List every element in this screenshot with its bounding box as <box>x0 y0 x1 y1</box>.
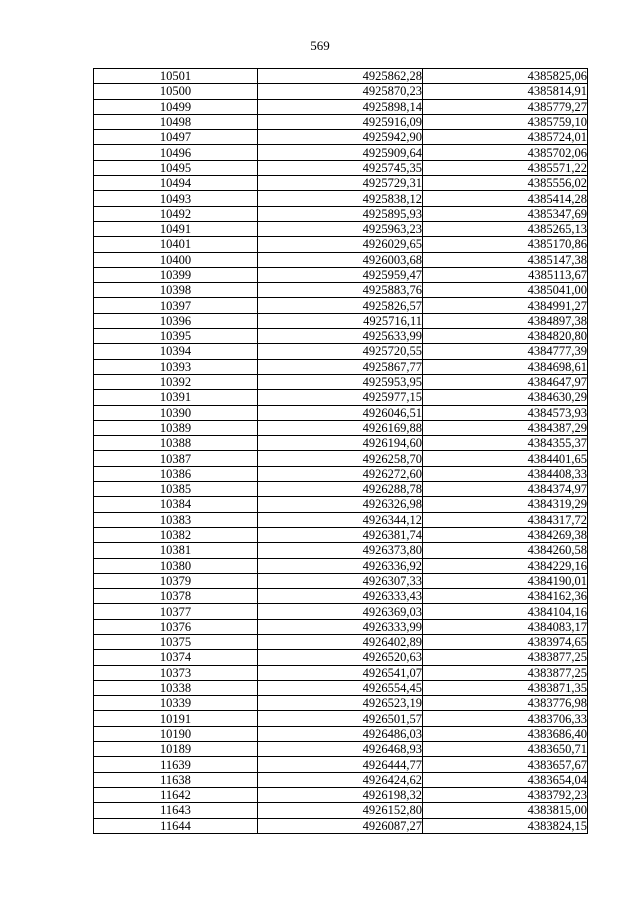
y-coordinate-cell: 4385041,00 <box>423 283 588 298</box>
y-coordinate-cell: 4384698,61 <box>423 359 588 374</box>
x-coordinate-cell: 4926288,78 <box>258 482 423 497</box>
x-coordinate-cell: 4925942,90 <box>258 130 423 145</box>
x-coordinate-cell: 4926087,27 <box>258 818 423 833</box>
y-coordinate-cell: 4384401,65 <box>423 451 588 466</box>
point-number-cell: 10377 <box>94 604 258 619</box>
y-coordinate-cell: 4385825,06 <box>423 69 588 84</box>
y-coordinate-cell: 4383654,04 <box>423 772 588 787</box>
point-number-cell: 10398 <box>94 283 258 298</box>
point-number-cell: 10501 <box>94 69 258 84</box>
y-coordinate-cell: 4384408,33 <box>423 466 588 481</box>
table-row <box>94 772 588 787</box>
point-number-cell: 10387 <box>94 451 258 466</box>
x-coordinate-cell: 4925633,99 <box>258 329 423 344</box>
point-number-cell: 10498 <box>94 114 258 129</box>
point-number-cell: 11642 <box>94 787 258 802</box>
table-row <box>94 696 588 711</box>
y-coordinate-cell: 4383686,40 <box>423 726 588 741</box>
x-coordinate-cell: 4925745,35 <box>258 160 423 175</box>
table-row <box>94 130 588 145</box>
y-coordinate-cell: 4383657,67 <box>423 757 588 772</box>
table-row <box>94 283 588 298</box>
point-number-cell: 11638 <box>94 772 258 787</box>
point-number-cell: 10492 <box>94 206 258 221</box>
point-number-cell: 10388 <box>94 436 258 451</box>
x-coordinate-cell: 4926554,45 <box>258 680 423 695</box>
point-number-cell: 10400 <box>94 252 258 267</box>
x-coordinate-cell: 4926152,80 <box>258 803 423 818</box>
x-coordinate-cell: 4926272,60 <box>258 466 423 481</box>
point-number-cell: 10373 <box>94 665 258 680</box>
x-coordinate-cell: 4925909,64 <box>258 145 423 160</box>
x-coordinate-cell: 4925916,09 <box>258 114 423 129</box>
y-coordinate-cell: 4385147,38 <box>423 252 588 267</box>
point-number-cell: 10496 <box>94 145 258 160</box>
table-row <box>94 176 588 191</box>
table-row <box>94 711 588 726</box>
y-coordinate-cell: 4383974,65 <box>423 634 588 649</box>
point-number-cell: 10390 <box>94 405 258 420</box>
table-row <box>94 512 588 527</box>
table-row <box>94 329 588 344</box>
y-coordinate-cell: 4384260,58 <box>423 543 588 558</box>
y-coordinate-cell: 4383877,25 <box>423 665 588 680</box>
table-row <box>94 390 588 405</box>
table-row <box>94 742 588 757</box>
table-row <box>94 482 588 497</box>
table-row <box>94 359 588 374</box>
table-row <box>94 573 588 588</box>
x-coordinate-cell: 4925838,12 <box>258 191 423 206</box>
x-coordinate-cell: 4926520,63 <box>258 650 423 665</box>
y-coordinate-cell: 4385724,01 <box>423 130 588 145</box>
x-coordinate-cell: 4925895,93 <box>258 206 423 221</box>
x-coordinate-cell: 4926523,19 <box>258 696 423 711</box>
x-coordinate-cell: 4925867,77 <box>258 359 423 374</box>
table-row <box>94 191 588 206</box>
table-row <box>94 680 588 695</box>
table-row <box>94 589 588 604</box>
point-number-cell: 10386 <box>94 466 258 481</box>
y-coordinate-cell: 4383824,15 <box>423 818 588 833</box>
table-row <box>94 818 588 833</box>
y-coordinate-cell: 4384190,01 <box>423 573 588 588</box>
y-coordinate-cell: 4385170,86 <box>423 237 588 252</box>
table-row <box>94 160 588 175</box>
table-row <box>94 466 588 481</box>
x-coordinate-cell: 4926468,93 <box>258 742 423 757</box>
x-coordinate-cell: 4926333,99 <box>258 619 423 634</box>
table-row <box>94 344 588 359</box>
point-number-cell: 10500 <box>94 84 258 99</box>
y-coordinate-cell: 4383815,00 <box>423 803 588 818</box>
y-coordinate-cell: 4383871,35 <box>423 680 588 695</box>
y-coordinate-cell: 4384820,80 <box>423 329 588 344</box>
y-coordinate-cell: 4383776,98 <box>423 696 588 711</box>
table-row <box>94 787 588 802</box>
point-number-cell: 11639 <box>94 757 258 772</box>
x-coordinate-cell: 4926424,62 <box>258 772 423 787</box>
table-row <box>94 497 588 512</box>
x-coordinate-cell: 4926486,03 <box>258 726 423 741</box>
y-coordinate-cell: 4384647,97 <box>423 374 588 389</box>
x-coordinate-cell: 4925883,76 <box>258 283 423 298</box>
table-row <box>94 665 588 680</box>
y-coordinate-cell: 4384317,72 <box>423 512 588 527</box>
table-row <box>94 757 588 772</box>
point-number-cell: 10397 <box>94 298 258 313</box>
point-number-cell: 10392 <box>94 374 258 389</box>
table-row <box>94 99 588 114</box>
point-number-cell: 10383 <box>94 512 258 527</box>
x-coordinate-cell: 4926003,68 <box>258 252 423 267</box>
y-coordinate-cell: 4384897,38 <box>423 313 588 328</box>
x-coordinate-cell: 4926326,98 <box>258 497 423 512</box>
table-row <box>94 543 588 558</box>
point-number-cell: 10495 <box>94 160 258 175</box>
point-number-cell: 10382 <box>94 527 258 542</box>
point-number-cell: 10393 <box>94 359 258 374</box>
x-coordinate-cell: 4926541,07 <box>258 665 423 680</box>
table-row <box>94 374 588 389</box>
point-number-cell: 10401 <box>94 237 258 252</box>
point-number-cell: 10378 <box>94 589 258 604</box>
point-number-cell: 10379 <box>94 573 258 588</box>
y-coordinate-cell: 4385265,13 <box>423 221 588 236</box>
y-coordinate-cell: 4384104,16 <box>423 604 588 619</box>
y-coordinate-cell: 4384269,38 <box>423 527 588 542</box>
x-coordinate-cell: 4926198,32 <box>258 787 423 802</box>
y-coordinate-cell: 4385347,69 <box>423 206 588 221</box>
x-coordinate-cell: 4925729,31 <box>258 176 423 191</box>
table-row <box>94 803 588 818</box>
point-number-cell: 10380 <box>94 558 258 573</box>
x-coordinate-cell: 4925826,57 <box>258 298 423 313</box>
x-coordinate-cell: 4926194,60 <box>258 436 423 451</box>
point-number-cell: 11643 <box>94 803 258 818</box>
point-number-cell: 10493 <box>94 191 258 206</box>
table-row <box>94 313 588 328</box>
y-coordinate-cell: 4383877,25 <box>423 650 588 665</box>
table-row <box>94 451 588 466</box>
x-coordinate-cell: 4926381,74 <box>258 527 423 542</box>
table-row <box>94 405 588 420</box>
table-row <box>94 221 588 236</box>
x-coordinate-cell: 4925720,55 <box>258 344 423 359</box>
table-row <box>94 237 588 252</box>
y-coordinate-cell: 4384083,17 <box>423 619 588 634</box>
y-coordinate-cell: 4385702,06 <box>423 145 588 160</box>
table-row <box>94 84 588 99</box>
y-coordinate-cell: 4384229,16 <box>423 558 588 573</box>
table-row <box>94 604 588 619</box>
y-coordinate-cell: 4385779,27 <box>423 99 588 114</box>
x-coordinate-cell: 4925963,23 <box>258 221 423 236</box>
table-row <box>94 145 588 160</box>
y-coordinate-cell: 4384162,36 <box>423 589 588 604</box>
x-coordinate-cell: 4926501,57 <box>258 711 423 726</box>
y-coordinate-cell: 4384387,29 <box>423 420 588 435</box>
y-coordinate-cell: 4383650,71 <box>423 742 588 757</box>
x-coordinate-cell: 4926307,33 <box>258 573 423 588</box>
table-row <box>94 436 588 451</box>
table-row <box>94 206 588 221</box>
x-coordinate-cell: 4925977,15 <box>258 390 423 405</box>
y-coordinate-cell: 4385571,22 <box>423 160 588 175</box>
table-row <box>94 726 588 741</box>
x-coordinate-cell: 4925959,47 <box>258 267 423 282</box>
y-coordinate-cell: 4385759,10 <box>423 114 588 129</box>
x-coordinate-cell: 4926333,43 <box>258 589 423 604</box>
y-coordinate-cell: 4383792,23 <box>423 787 588 802</box>
point-number-cell: 10374 <box>94 650 258 665</box>
x-coordinate-cell: 4925716,11 <box>258 313 423 328</box>
point-number-cell: 10399 <box>94 267 258 282</box>
point-number-cell: 10391 <box>94 390 258 405</box>
point-number-cell: 10375 <box>94 634 258 649</box>
y-coordinate-cell: 4385113,67 <box>423 267 588 282</box>
y-coordinate-cell: 4384374,97 <box>423 482 588 497</box>
table-row <box>94 527 588 542</box>
x-coordinate-cell: 4926046,51 <box>258 405 423 420</box>
point-number-cell: 10381 <box>94 543 258 558</box>
table-row <box>94 558 588 573</box>
y-coordinate-cell: 4383706,33 <box>423 711 588 726</box>
coordinates-table-body <box>94 69 588 834</box>
x-coordinate-cell: 4926336,92 <box>258 558 423 573</box>
table-row <box>94 650 588 665</box>
page-number: 569 <box>310 38 330 53</box>
point-number-cell: 10396 <box>94 313 258 328</box>
point-number-cell: 10491 <box>94 221 258 236</box>
x-coordinate-cell: 4926373,80 <box>258 543 423 558</box>
point-number-cell: 10494 <box>94 176 258 191</box>
x-coordinate-cell: 4926169,88 <box>258 420 423 435</box>
y-coordinate-cell: 4384991,27 <box>423 298 588 313</box>
y-coordinate-cell: 4385556,02 <box>423 176 588 191</box>
point-number-cell: 10499 <box>94 99 258 114</box>
table-row <box>94 114 588 129</box>
x-coordinate-cell: 4925953,95 <box>258 374 423 389</box>
x-coordinate-cell: 4926344,12 <box>258 512 423 527</box>
coordinates-table <box>93 68 588 834</box>
point-number-cell: 10338 <box>94 680 258 695</box>
table-row <box>94 252 588 267</box>
y-coordinate-cell: 4385814,91 <box>423 84 588 99</box>
point-number-cell: 10384 <box>94 497 258 512</box>
x-coordinate-cell: 4926029,65 <box>258 237 423 252</box>
y-coordinate-cell: 4385414,28 <box>423 191 588 206</box>
table-row <box>94 267 588 282</box>
point-number-cell: 10190 <box>94 726 258 741</box>
point-number-cell: 10339 <box>94 696 258 711</box>
y-coordinate-cell: 4384573,93 <box>423 405 588 420</box>
point-number-cell: 10191 <box>94 711 258 726</box>
table-row <box>94 634 588 649</box>
table-row <box>94 298 588 313</box>
x-coordinate-cell: 4925862,28 <box>258 69 423 84</box>
x-coordinate-cell: 4926402,89 <box>258 634 423 649</box>
x-coordinate-cell: 4926444,77 <box>258 757 423 772</box>
x-coordinate-cell: 4925898,14 <box>258 99 423 114</box>
point-number-cell: 10376 <box>94 619 258 634</box>
y-coordinate-cell: 4384630,29 <box>423 390 588 405</box>
x-coordinate-cell: 4925870,23 <box>258 84 423 99</box>
y-coordinate-cell: 4384355,37 <box>423 436 588 451</box>
x-coordinate-cell: 4926369,03 <box>258 604 423 619</box>
table-row <box>94 420 588 435</box>
table-row <box>94 69 588 84</box>
table-row <box>94 619 588 634</box>
point-number-cell: 10394 <box>94 344 258 359</box>
point-number-cell: 10395 <box>94 329 258 344</box>
point-number-cell: 10497 <box>94 130 258 145</box>
point-number-cell: 10385 <box>94 482 258 497</box>
x-coordinate-cell: 4926258,70 <box>258 451 423 466</box>
point-number-cell: 10189 <box>94 742 258 757</box>
y-coordinate-cell: 4384777,39 <box>423 344 588 359</box>
point-number-cell: 11644 <box>94 818 258 833</box>
y-coordinate-cell: 4384319,29 <box>423 497 588 512</box>
point-number-cell: 10389 <box>94 420 258 435</box>
